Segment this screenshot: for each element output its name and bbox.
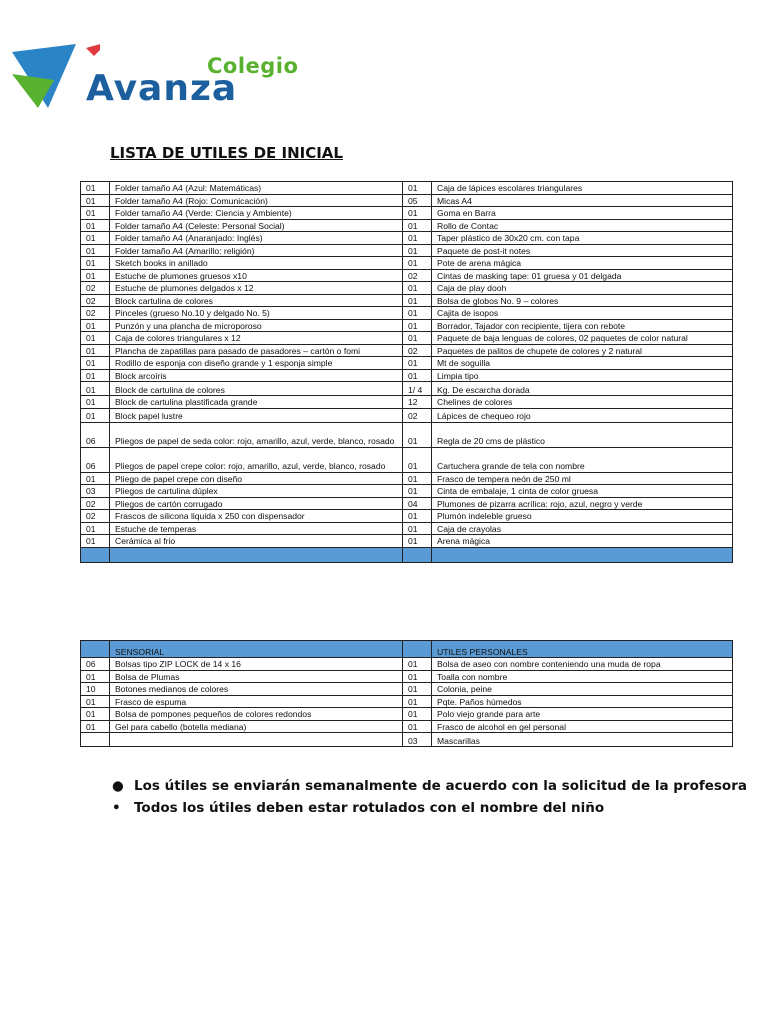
table-row	[81, 219, 733, 232]
item-cell: Frascos de silicona liquida x 250 con dispensador	[110, 510, 403, 523]
item-cell: Pinceles (grueso No.10 y delgado No. 5)	[110, 307, 403, 320]
table-row	[81, 207, 733, 220]
item-cell: Bolsa de pompones pequeños de colores redondos	[110, 708, 403, 721]
table-row	[81, 332, 733, 345]
item-cell: Regla de 20 cms de plástico	[432, 422, 733, 447]
table-row	[81, 382, 733, 396]
table-row	[81, 294, 733, 307]
table-row	[81, 695, 733, 708]
qty-cell: 02	[81, 282, 110, 295]
qty-cell: 10	[81, 683, 110, 696]
item-cell: Mascarillas	[432, 733, 733, 747]
item-cell: Limpia tipo	[432, 369, 733, 382]
item-cell: Frasco de alcohol en gel personal	[432, 720, 733, 733]
footer-empty-cell	[432, 547, 733, 562]
item-cell: Punzón y una plancha de microporoso	[110, 319, 403, 332]
table-row	[81, 369, 733, 382]
bullet-icon: •	[112, 800, 121, 816]
item-cell: Lápices de chequeo rojo	[432, 408, 733, 422]
header-empty-cell	[403, 641, 432, 658]
qty-cell: 01	[81, 182, 110, 195]
table-row	[81, 232, 733, 245]
qty-cell: 01	[403, 670, 432, 683]
table-row	[81, 307, 733, 320]
qty-cell: 01	[81, 269, 110, 282]
logo-text-avanza: Avanza	[86, 68, 238, 109]
item-cell: Block arcoíris	[110, 369, 403, 382]
item-cell: Micas A4	[432, 194, 733, 207]
table-row	[81, 733, 733, 747]
note-item	[112, 800, 747, 822]
qty-cell: 01	[403, 422, 432, 447]
table-row	[81, 282, 733, 295]
item-cell: Bolsa de globos No. 9 – colores	[432, 294, 733, 307]
qty-cell: 01	[81, 720, 110, 733]
item-cell: Cinta de embalaje, 1 cinta de color gruesa	[432, 485, 733, 498]
qty-cell: 01	[403, 472, 432, 485]
bullet-icon: ●	[112, 778, 124, 794]
table-row	[81, 319, 733, 332]
qty-cell	[81, 733, 110, 747]
item-cell: Folder tamaño A4 (Celeste: Personal Social)	[110, 219, 403, 232]
table-header-row	[81, 641, 733, 658]
table-row	[81, 357, 733, 370]
qty-cell: 01	[81, 257, 110, 270]
item-cell: Pliegos de papel crepe color: rojo, amarillo, azul, verde, blanco, rosado	[110, 447, 403, 472]
table-row	[81, 422, 733, 447]
qty-cell: 03	[81, 485, 110, 498]
table-row	[81, 408, 733, 422]
qty-cell: 01	[81, 396, 110, 409]
note-item	[112, 778, 747, 800]
item-cell: Pqte. Paños húmedos	[432, 695, 733, 708]
item-cell: Plancha de zapatillas para pasado de pasadores – cartón o fomi	[110, 344, 403, 357]
item-cell: Pliegos de cartulina dúplex	[110, 485, 403, 498]
item-cell: Frasco de tempera neón de 250 ml	[432, 472, 733, 485]
table-row	[81, 257, 733, 270]
item-cell: Bolsa de Plumas	[110, 670, 403, 683]
qty-cell: 01	[403, 369, 432, 382]
qty-cell: 01	[403, 522, 432, 535]
qty-cell: 01	[403, 182, 432, 195]
table-row	[81, 194, 733, 207]
notes-list	[112, 778, 747, 822]
table-row	[81, 182, 733, 195]
footer-empty-cell	[81, 547, 110, 562]
qty-cell: 01	[403, 207, 432, 220]
qty-cell: 01	[403, 357, 432, 370]
qty-cell: 02	[403, 344, 432, 357]
qty-cell: 01	[81, 670, 110, 683]
item-cell	[110, 733, 403, 747]
item-cell: Caja de lápices escolares triangulares	[432, 182, 733, 195]
qty-cell: 01	[81, 207, 110, 220]
qty-cell: 02	[81, 497, 110, 510]
item-cell: Caja de crayolas	[432, 522, 733, 535]
table-row	[81, 497, 733, 510]
qty-cell: 01	[81, 319, 110, 332]
qty-cell: 02	[403, 269, 432, 282]
item-cell: Estuche de plumones gruesos x10	[110, 269, 403, 282]
header-sensorial: SENSORIAL	[110, 641, 403, 658]
qty-cell: 1/ 4	[403, 382, 432, 396]
qty-cell: 01	[81, 408, 110, 422]
qty-cell: 01	[403, 447, 432, 472]
qty-cell: 01	[403, 720, 432, 733]
table-row	[81, 658, 733, 671]
item-cell: Folder tamaño A4 (Verde: Ciencia y Ambiente)	[110, 207, 403, 220]
table-row	[81, 535, 733, 548]
qty-cell: 01	[81, 332, 110, 345]
item-cell: Botones medianos de colores	[110, 683, 403, 696]
item-cell: Bolsas tipo ZIP LOCK de 14 x 16	[110, 658, 403, 671]
item-cell: Folder tamaño A4 (Azul: Matemáticas)	[110, 182, 403, 195]
item-cell: Kg. De escarcha dorada	[432, 382, 733, 396]
table-row	[81, 670, 733, 683]
table-row	[81, 269, 733, 282]
qty-cell: 01	[403, 244, 432, 257]
item-cell: Frasco de espuma	[110, 695, 403, 708]
item-cell: Colonia, peine	[432, 683, 733, 696]
sensorial-personal-table	[80, 640, 733, 747]
item-cell: Block cartulina de colores	[110, 294, 403, 307]
qty-cell: 01	[403, 658, 432, 671]
item-cell: Rollo de Contac	[432, 219, 733, 232]
qty-cell: 01	[81, 695, 110, 708]
qty-cell: 05	[403, 194, 432, 207]
qty-cell: 01	[81, 522, 110, 535]
item-cell: Paquetes de palitos de chupete de colores y 2 natural	[432, 344, 733, 357]
qty-cell: 01	[403, 332, 432, 345]
item-cell: Sketch books in anillado	[110, 257, 403, 270]
item-cell: Block de cartulina plastificada grande	[110, 396, 403, 409]
qty-cell: 01	[81, 344, 110, 357]
item-cell: Pliegos de papel de seda color: rojo, amarillo, azul, verde, blanco, rosado	[110, 422, 403, 447]
item-cell: Pliegos de cartón corrugado	[110, 497, 403, 510]
header-empty-cell	[81, 641, 110, 658]
qty-cell: 01	[403, 683, 432, 696]
item-cell: Rodillo de esponja con diseño grande y 1 esponja simple	[110, 357, 403, 370]
qty-cell: 01	[81, 382, 110, 396]
item-cell: Goma en Barra	[432, 207, 733, 220]
qty-cell: 02	[81, 294, 110, 307]
item-cell: Pliego de papel crepe con diseño	[110, 472, 403, 485]
item-cell: Block de cartulina de colores	[110, 382, 403, 396]
item-cell: Cartuchera grande de tela con nombre	[432, 447, 733, 472]
table-row	[81, 522, 733, 535]
item-cell: Taper plástico de 30x20 cm. con tapa	[432, 232, 733, 245]
item-cell: Paquete de post-it notes	[432, 244, 733, 257]
qty-cell: 01	[81, 194, 110, 207]
qty-cell: 02	[81, 307, 110, 320]
item-cell: Plumón indeleble grueso	[432, 510, 733, 523]
qty-cell: 01	[81, 472, 110, 485]
qty-cell: 01	[403, 510, 432, 523]
header-utiles-personales: UTILES PERSONALES	[432, 641, 733, 658]
qty-cell: 12	[403, 396, 432, 409]
item-cell: Caja de colores triangulares x 12	[110, 332, 403, 345]
qty-cell: 01	[81, 708, 110, 721]
supplies-table	[80, 181, 733, 563]
item-cell: Toalla con nombre	[432, 670, 733, 683]
qty-cell: 01	[403, 219, 432, 232]
item-cell: Plumones de pizarra acrílica: rojo, azul, negro y verde	[432, 497, 733, 510]
item-cell: Arena mágica	[432, 535, 733, 548]
qty-cell: 01	[81, 244, 110, 257]
item-cell: Folder tamaño A4 (Anaranjado: Inglés)	[110, 232, 403, 245]
qty-cell: 01	[403, 307, 432, 320]
item-cell: Cajita de isopos	[432, 307, 733, 320]
note-text: Los útiles se enviarán semanalmente de acuerdo con la solicitud de la profesora	[134, 778, 747, 794]
item-cell: Gel para cabello (botella mediana)	[110, 720, 403, 733]
table-row	[81, 510, 733, 523]
qty-cell: 06	[81, 422, 110, 447]
qty-cell: 02	[403, 408, 432, 422]
qty-cell: 01	[403, 257, 432, 270]
qty-cell: 06	[81, 447, 110, 472]
item-cell: Cintas de masking tape: 01 gruesa y 01 delgada	[432, 269, 733, 282]
table-row	[81, 344, 733, 357]
qty-cell: 01	[81, 232, 110, 245]
page-title: LISTA DE UTILES DE INICIAL	[110, 144, 343, 162]
item-cell: Mt de soguilla	[432, 357, 733, 370]
qty-cell: 01	[403, 282, 432, 295]
item-cell: Caja de play dooh	[432, 282, 733, 295]
qty-cell: 01	[403, 708, 432, 721]
item-cell: Cerámica al frio	[110, 535, 403, 548]
footer-empty-cell	[110, 547, 403, 562]
qty-cell: 06	[81, 658, 110, 671]
table-row	[81, 447, 733, 472]
qty-cell: 01	[403, 695, 432, 708]
item-cell: Paquete de baja lenguas de colores, 02 paquetes de color natural	[432, 332, 733, 345]
item-cell: Estuche de plumones delgados x 12	[110, 282, 403, 295]
table-row	[81, 472, 733, 485]
item-cell: Pote de arena mágica	[432, 257, 733, 270]
table-row	[81, 396, 733, 409]
table-footer-row	[81, 547, 733, 562]
table-row	[81, 720, 733, 733]
qty-cell: 01	[403, 294, 432, 307]
footer-empty-cell	[403, 547, 432, 562]
item-cell: Bolsa de aseo con nombre conteniendo una muda de ropa	[432, 658, 733, 671]
item-cell: Block papel lustre	[110, 408, 403, 422]
table-row	[81, 244, 733, 257]
qty-cell: 01	[81, 357, 110, 370]
item-cell: Estuche de temperas	[110, 522, 403, 535]
item-cell: Folder tamaño A4 (Amarillo: religión)	[110, 244, 403, 257]
qty-cell: 01	[403, 535, 432, 548]
item-cell: Polo viejo grande para arte	[432, 708, 733, 721]
qty-cell: 01	[81, 535, 110, 548]
qty-cell: 01	[81, 219, 110, 232]
table-row	[81, 683, 733, 696]
qty-cell: 04	[403, 497, 432, 510]
item-cell: Folder tamaño A4 (Rojo: Comunicación)	[110, 194, 403, 207]
table-row	[81, 708, 733, 721]
qty-cell: 01	[403, 232, 432, 245]
item-cell: Borrador, Tajador con recipiente, tijera con rebote	[432, 319, 733, 332]
qty-cell: 01	[403, 485, 432, 498]
item-cell: Chelines de colores	[432, 396, 733, 409]
qty-cell: 03	[403, 733, 432, 747]
note-text: Todos los útiles deben estar rotulados con el nombre del niño	[134, 800, 605, 816]
logo-text-colegio: Colegio	[207, 54, 299, 78]
qty-cell: 02	[81, 510, 110, 523]
qty-cell: 01	[81, 369, 110, 382]
table-row	[81, 485, 733, 498]
qty-cell: 01	[403, 319, 432, 332]
